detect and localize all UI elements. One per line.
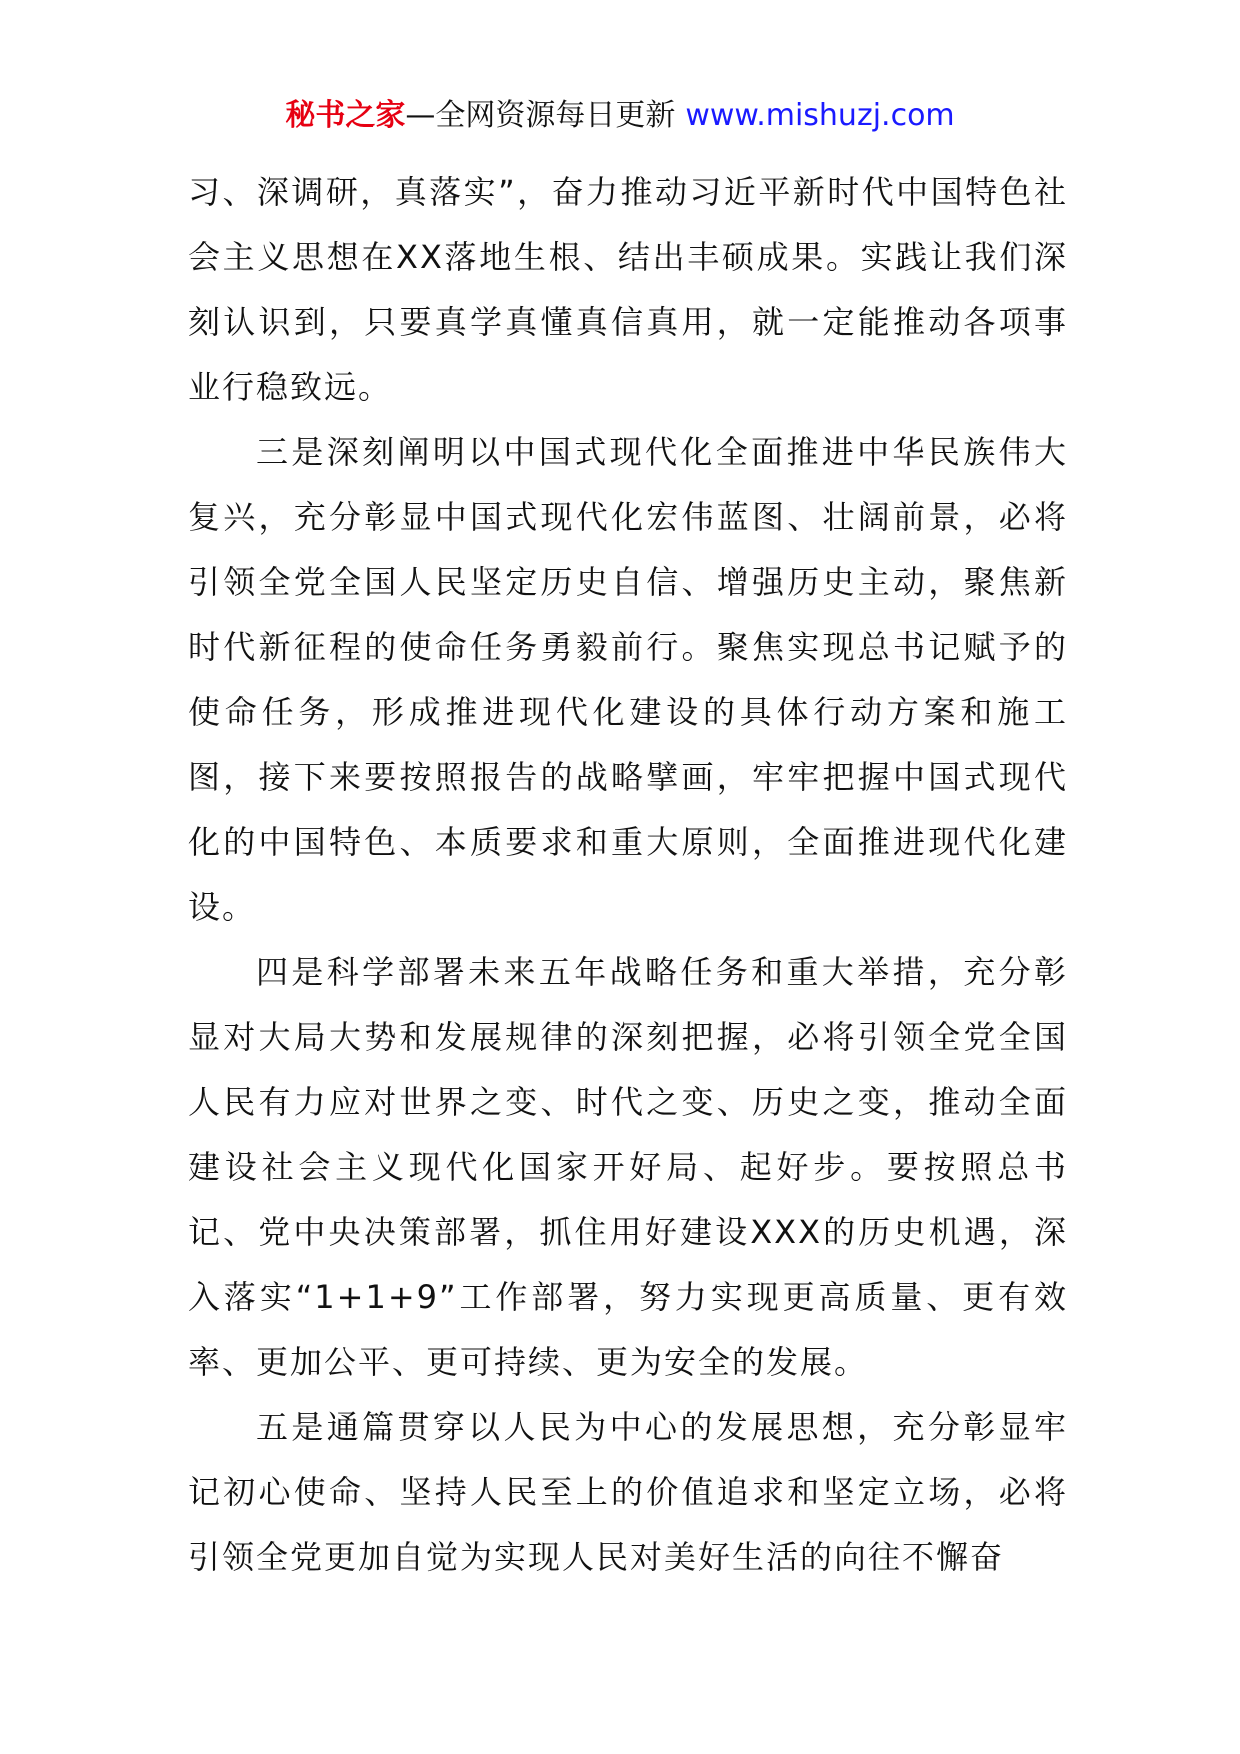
paragraph-continuation: 习、深调研，真落实”，奋力推动习近平新时代中国特色社会主义思想在XX落地生根、结出丰硕成果。实践让我们深刻认识到，只要真学真懂真信真用，就一定能推动各项事业行稳致远。 <box>188 173 1068 406</box>
paragraph-point-four: 四是科学部署未来五年战略任务和重大举措，充分彰显对大局大势和发展规律的深刻把握，必将引领全党全国人民有力应对世界之变、时代之变、历史之变，推动全面建设社会主义现代化国家开好局、起好步。要按照总书记、党中央决策部署，抓住用好建设XXX的历史机遇，深入落实“1+1+9”工作部署，努力实现更高质量、更有效率、更加公平、更可持续、更为安全的发展。 <box>188 953 1068 1381</box>
document-body <box>188 160 1068 1590</box>
paragraph-point-five: 五是通篇贯穿以人民为中心的发展思想，充分彰显牢记初心使命、坚持人民至上的价值追求和坚定立场，必将引领全党更加自觉为实现人民对美好生活的向往不懈奋 <box>188 1408 1068 1576</box>
header-tagline: —全网资源每日更新 <box>405 98 676 133</box>
page-header <box>0 96 1240 136</box>
brand-name: 秘书之家 <box>285 98 406 133</box>
paragraph-point-three: 三是深刻阐明以中国式现代化全面推进中华民族伟大复兴，充分彰显中国式现代化宏伟蓝图、壮阔前景，必将引领全党全国人民坚定历史自信、增强历史主动，聚焦新时代新征程的使命任务勇毅前行。聚焦实现总书记赋予的使命任务，形成推进现代化建设的具体行动方案和施工图，接下来要按照报告的战略擘画，牢牢把握中国式现代化的中国特色、本质要求和重大原则，全面推进现代化建设。 <box>188 433 1068 926</box>
site-url-link[interactable]: www.mishuzj.com <box>685 98 955 133</box>
